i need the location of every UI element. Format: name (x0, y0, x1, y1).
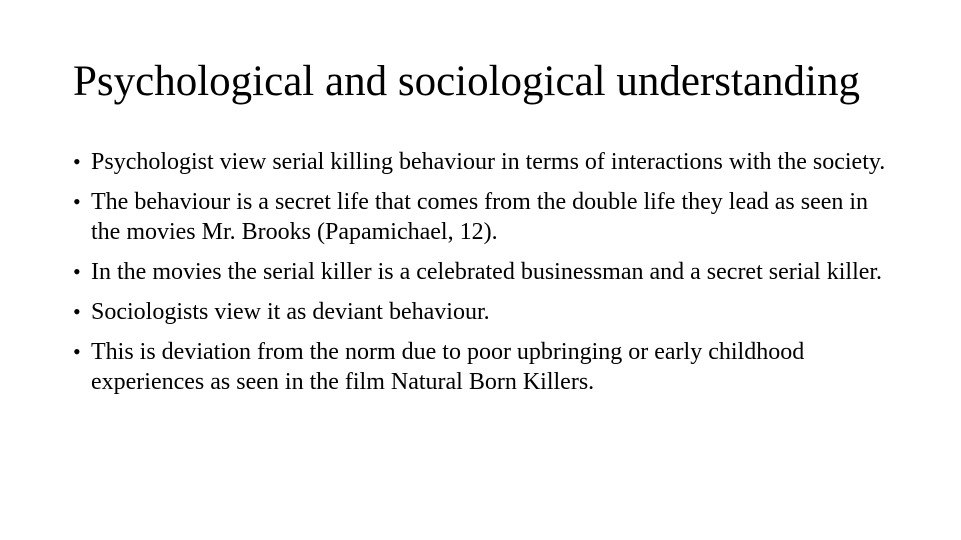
bullet-text: In the movies the serial killer is a celebrated businessman and a secret serial killer. (91, 259, 883, 285)
bullet-item (73, 337, 903, 397)
bullet-dot-icon: • (73, 149, 81, 174)
bullet-item (73, 147, 903, 177)
bullet-item (73, 187, 903, 247)
bullet-dot-icon: • (73, 189, 81, 214)
bullet-list (73, 147, 903, 407)
bullet-text: The behaviour is a secret life that comes from the double life they lead as seen in the movies Mr. Brooks (Papamichael, 12). (91, 189, 869, 245)
slide-title: Psychological and sociological understanding (73, 58, 860, 105)
bullet-dot-icon: • (73, 259, 81, 284)
bullet-text: Psychologist view serial killing behaviour in terms of interactions with the society. (91, 149, 886, 175)
bullet-item (73, 257, 903, 287)
bullet-dot-icon: • (73, 339, 81, 364)
bullet-text: Sociologists view it as deviant behaviour. (91, 299, 490, 325)
bullet-item (73, 297, 903, 327)
bullet-text: This is deviation from the norm due to poor upbringing or early childhood experiences as seen in the film Natural Born Killers. (91, 339, 805, 395)
bullet-dot-icon: • (73, 299, 81, 324)
